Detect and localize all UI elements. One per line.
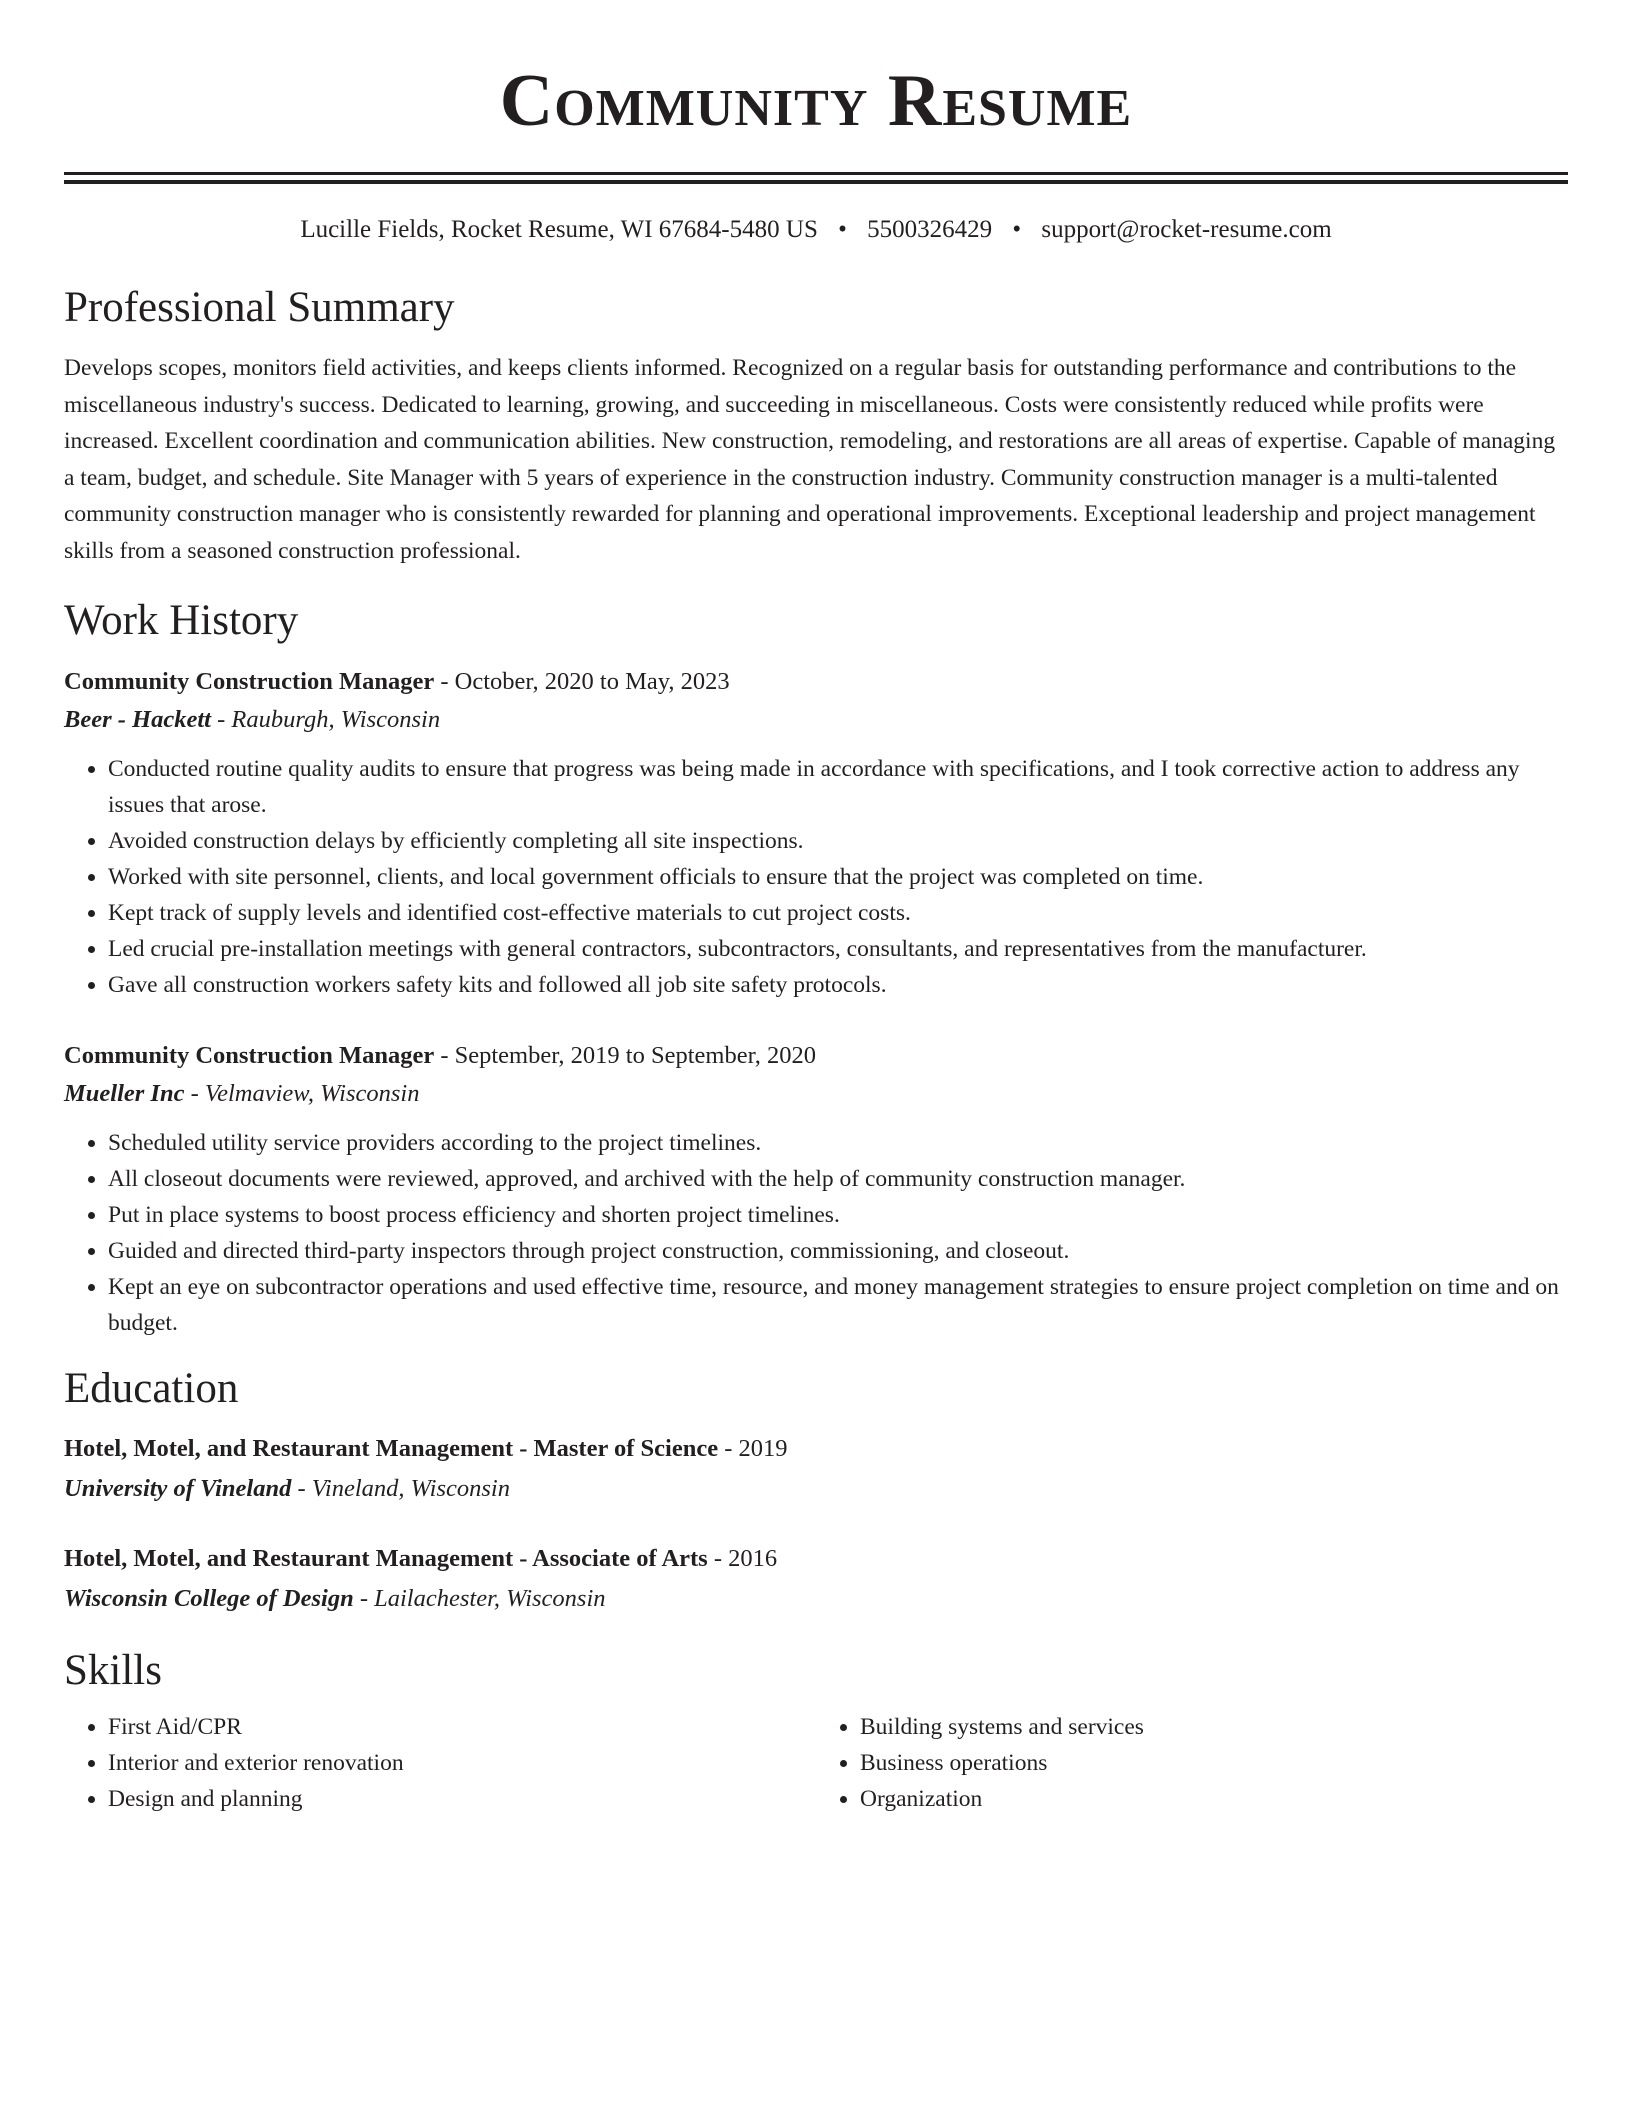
job-duty: • Kept track of supply levels and identified cost-effective materials to cut project costs. — [108, 895, 1568, 931]
degree-year: - 2019 — [718, 1435, 788, 1462]
school-line — [64, 1469, 1568, 1509]
job-duties-list — [64, 1125, 1568, 1341]
school-name: Wisconsin College of Design — [64, 1585, 354, 1612]
school-location: - Vineland, Wisconsin — [291, 1475, 510, 1502]
job-duty: • Avoided construction delays by efficiently completing all site inspections. — [108, 823, 1568, 859]
job-title: Community Construction Manager — [64, 668, 435, 695]
skill-item: • First Aid/CPR — [108, 1709, 816, 1745]
job-dates: - October, 2020 to May, 2023 — [434, 668, 730, 695]
job-duties-list — [64, 751, 1568, 1003]
job-company-line — [64, 1075, 1568, 1113]
job-duty: • Kept an eye on subcontractor operations and used effective time, resource, and money management strategies to ensure project completion on time and on budget. — [108, 1269, 1568, 1341]
job-duty: • Conducted routine quality audits to ensure that progress was being made in accordance with specifications, and I took corrective action to address any issues that arose. — [108, 751, 1568, 823]
education-heading: Education — [64, 1365, 239, 1412]
skill-item: • Interior and exterior renovation — [108, 1745, 816, 1781]
job-role-line — [64, 663, 1568, 701]
education-entry — [64, 1429, 1568, 1509]
job-role-line — [64, 1037, 1568, 1075]
degree-year: - 2016 — [707, 1545, 778, 1572]
job-title: Community Construction Manager — [64, 1042, 435, 1069]
summary-text: Develops scopes, monitors field activities, and keeps clients informed. Recognized on a regular basis for outstanding performance and contributions to the miscellaneous industry's success. Dedicated to learning, growing, and succeeding in miscellaneous. Costs were consistently reduced while profits were increased. Excellent coordination and communication abilities. New construction, remodeling, and restorations are all areas of expertise. Capable of managing a team, budget, and schedule. Site Manager with 5 years of experience in the construction industry. Community construction manager is a multi-talented community construction manager who is consistently rewarded for planning and operational improvements. Exceptional leadership and project management skills from a seasoned construction professional. — [64, 355, 1556, 564]
skills-grid — [64, 1709, 1568, 1817]
job-location: - Rauburgh, Wisconsin — [210, 706, 441, 733]
title-divider — [64, 172, 1568, 184]
job-duty: • Led crucial pre-installation meetings with general contractors, subcontractors, consultants, and representatives from the manufacturer. — [108, 931, 1568, 967]
skill-item: • Design and planning — [108, 1781, 816, 1817]
job-entry — [64, 1037, 1568, 1341]
job-company: Beer - Hackett — [64, 706, 211, 733]
job-duty: • Worked with site personnel, clients, and local government officials to ensure that the project was completed on time. — [108, 859, 1568, 895]
job-duty: • Guided and directed third-party inspectors through project construction, commissioning, and closeout. — [108, 1233, 1568, 1269]
job-dates: - September, 2019 to September, 2020 — [434, 1042, 817, 1069]
contact-separator: • — [838, 216, 847, 243]
skill-item: • Organization — [860, 1781, 1568, 1817]
skills-column-left — [64, 1709, 816, 1817]
job-duty: • All closeout documents were reviewed, approved, and archived with the help of community construction manager. — [108, 1161, 1568, 1197]
job-duty: • Scheduled utility service providers according to the project timelines. — [108, 1125, 1568, 1161]
contact-separator: • — [1012, 216, 1022, 243]
skill-item: • Business operations — [860, 1745, 1568, 1781]
skills-column-right — [816, 1709, 1568, 1817]
job-entry — [64, 663, 1568, 1003]
job-location: - Velmaview, Wisconsin — [184, 1080, 420, 1107]
contact-email: support@rocket-resume.com — [1041, 216, 1332, 243]
job-company: Mueller Inc — [64, 1080, 185, 1107]
school-location: - Lailachester, Wisconsin — [353, 1585, 606, 1612]
contact-line — [64, 214, 1568, 246]
resume-title: Community Resume — [499, 60, 1133, 142]
job-duty: • Gave all construction workers safety kits and followed all job site safety protocols. — [108, 967, 1568, 1003]
summary-heading: Professional Summary — [64, 284, 455, 331]
education-entry — [64, 1539, 1568, 1619]
job-company-line — [64, 701, 1568, 739]
degree-line — [64, 1539, 1568, 1579]
skills-list — [816, 1709, 1568, 1817]
job-duty: • Put in place systems to boost process efficiency and shorten project timelines. — [108, 1197, 1568, 1233]
degree-title: Hotel, Motel, and Restaurant Management - Master of Science — [64, 1435, 719, 1462]
degree-line — [64, 1429, 1568, 1469]
contact-address: Lucille Fields, Rocket Resume, WI 67684-5480 US — [300, 216, 818, 243]
skills-list — [64, 1709, 816, 1817]
school-name: University of Vineland — [64, 1475, 292, 1502]
school-line — [64, 1579, 1568, 1619]
contact-phone: 5500326429 — [867, 216, 993, 243]
skills-heading: Skills — [64, 1647, 162, 1694]
degree-title: Hotel, Motel, and Restaurant Management - Associate of Arts — [64, 1545, 708, 1572]
work-history-heading: Work History — [64, 597, 299, 644]
skill-item: • Building systems and services — [860, 1709, 1568, 1745]
